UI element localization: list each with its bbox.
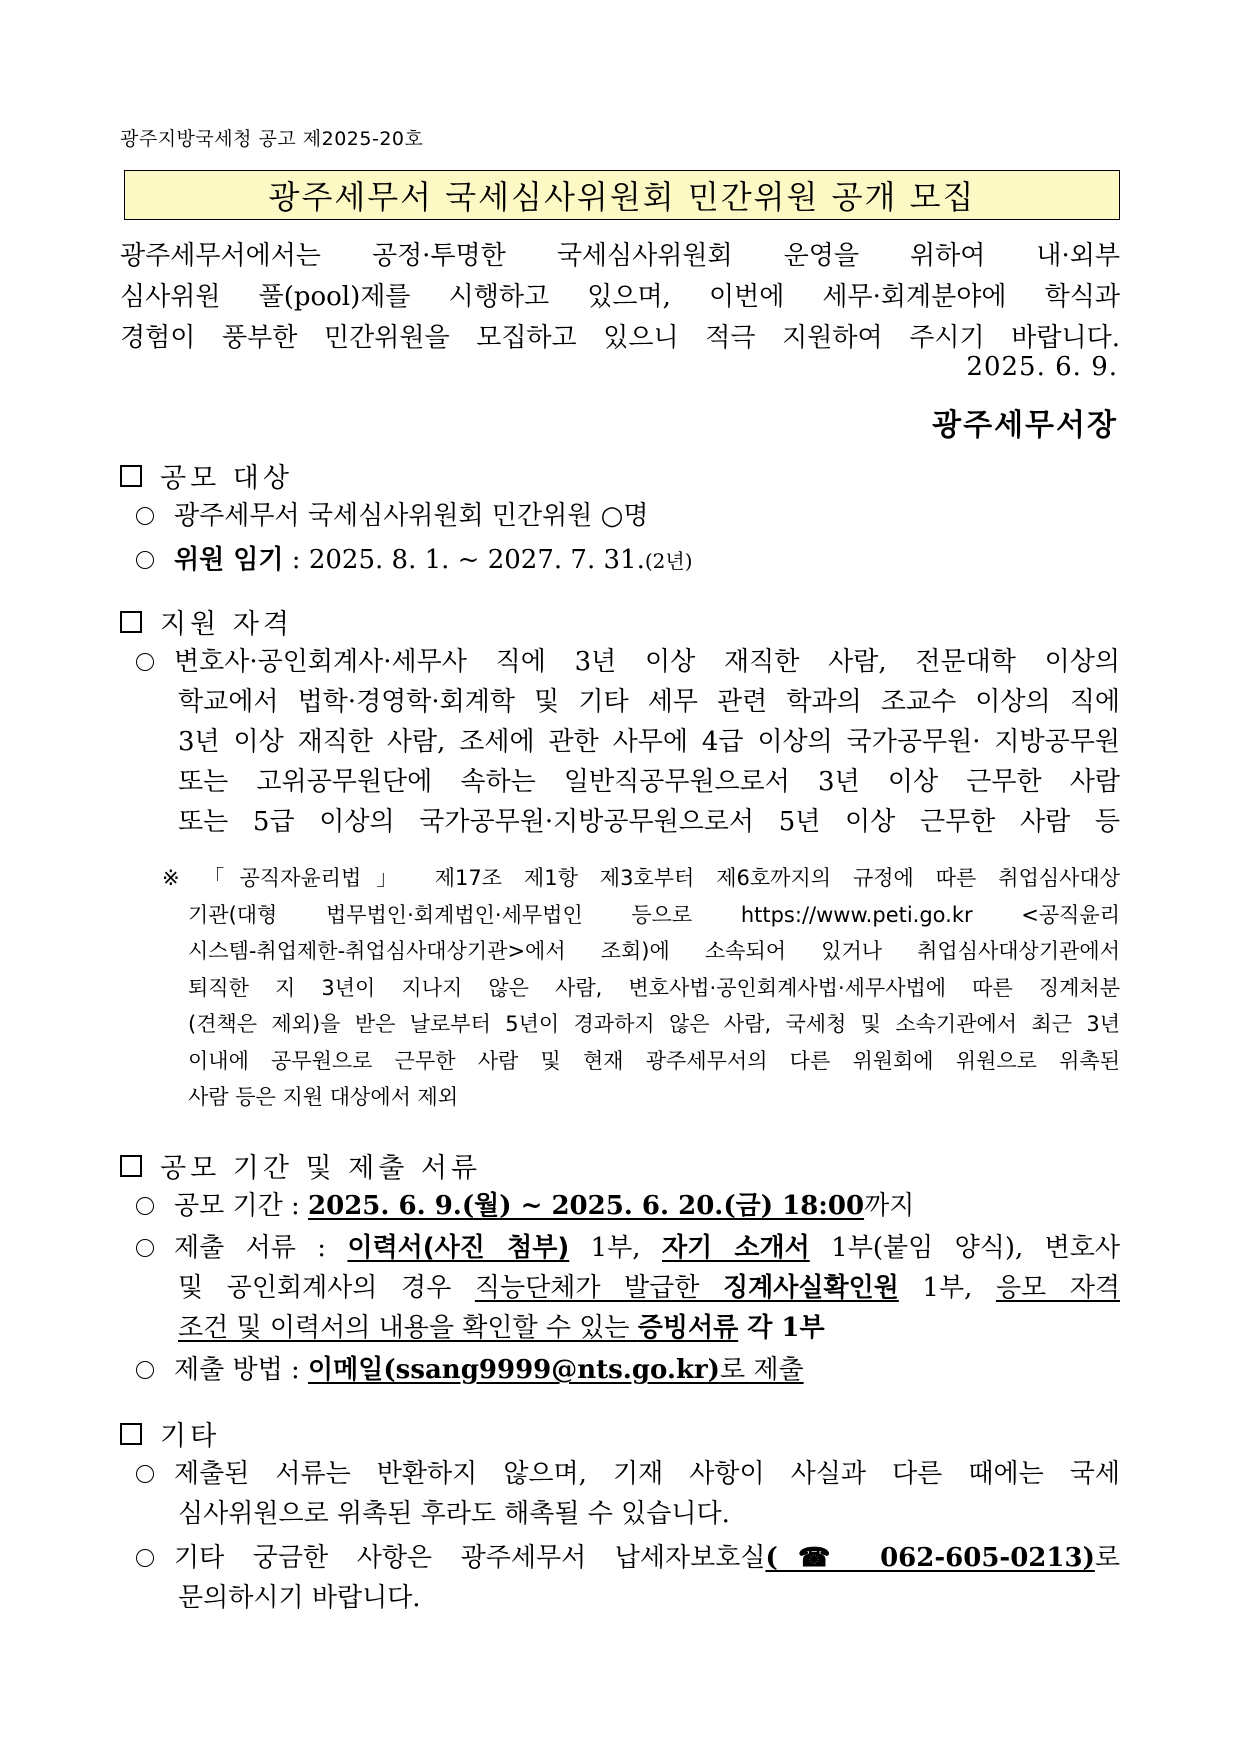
etc-item-contact: 기타 궁금한 사항은 광주세무서 납세자보호실(☎ 062-605-0213)로 문의하시기 바랍니다. xyxy=(136,1538,1120,1618)
etc-item-return: 제출된 서류는 반환하지 않으며, 기재 사항이 사실과 다른 때에는 국세 심사위원으로 위촉된 후라도 해촉될 수 있습니다. xyxy=(136,1454,1120,1534)
bullet-circle-icon xyxy=(136,551,154,569)
page-title-text: 광주세무서 국세심사위원회 민간위원 공개 모집 xyxy=(268,178,976,216)
bullet-circle-icon xyxy=(136,1197,154,1215)
intro-line: 광주세무서에서는 공정·투명한 국세심사위원회 운영을 위하여 내·외부 xyxy=(120,241,1120,271)
checkbox-square-icon xyxy=(120,611,142,633)
notice-number: 광주지방국세청 공고 제2025-20호 xyxy=(120,128,424,150)
period-item: 공모 기간 : 2025. 6. 9.(월) ~ 2025. 6. 20.(금) 18:00까지 xyxy=(136,1186,1120,1226)
signer: 광주세무서장 xyxy=(932,408,1118,443)
section-etc-heading: 기타 xyxy=(120,1414,220,1453)
documents-item: 제출 서류 : 이력서(사진 첨부) 1부, 자기 소개서 1부(붙임 양식), 변호사 및 공인회계사의 경우 직능단체가 발급한 징계사실확인원 1부, 응모 자격 조건 및 이력서의 내용을 확인할 수 있는 증빙서류 각 1부 xyxy=(136,1228,1120,1348)
checkbox-square-icon xyxy=(120,465,142,487)
intro-line: 심사위원 풀(pool)제를 시행하고 있으며, 이번에 세무·회계분야에 학식과 xyxy=(120,282,1120,312)
email-link[interactable]: 이메일(ssang9999@nts.go.kr) xyxy=(308,1355,720,1385)
section-target-heading: 공모 대상 xyxy=(120,456,293,495)
bullet-circle-icon xyxy=(136,507,154,525)
bullet-circle-icon xyxy=(136,653,154,671)
bullet-circle-icon xyxy=(136,1465,154,1483)
phone-number: (☎ 062-605-0213) xyxy=(765,1543,1095,1573)
intro-paragraph xyxy=(120,236,1120,359)
bullet-circle-icon xyxy=(136,1239,154,1257)
qualification-item: 변호사·공인회계사·세무사 직에 3년 이상 재직한 사람, 전문대학 이상의 학교에서 법학·경영학·회계학 및 기타 세무 관련 학과의 조교수 이상의 직에 3년 이상 재직한 사람, 조세에 관한 사무에 4급 이상의 국가공무원· 지방공무원 또는 고위공무원단에 속하는 일반직공무원으로서 3년 이상 근무한 사람 또는 5급 이상의 국가공무원·지방공무원으로서 5년 이상 근무한 사람 등 xyxy=(136,642,1120,842)
page-title xyxy=(124,170,1120,220)
checkbox-square-icon xyxy=(120,1155,142,1177)
notice-date: 2025. 6. 9. xyxy=(966,352,1118,382)
intro-line: 경험이 풍부한 민간위원을 모집하고 있으니 적극 지원하여 주시기 바랍니다. xyxy=(120,323,1120,353)
reference-mark: ※ xyxy=(162,866,180,890)
section-period-heading: 공모 기간 및 제출 서류 xyxy=(120,1146,481,1185)
checkbox-square-icon xyxy=(120,1423,142,1445)
target-item: 광주세무서 국세심사위원회 민간위원 ○명 xyxy=(136,496,1120,536)
method-item: 제출 방법 : 이메일(ssang9999@nts.go.kr)로 제출 xyxy=(136,1350,1120,1390)
bullet-circle-icon xyxy=(136,1549,154,1567)
exclusion-note: ※ 「공직자윤리법」 제17조 제1항 제3호부터 제6호까지의 규정에 따른 취업심사대상 기관(대형 법무법인·회계법인·세무법인 등으로 https://www.peti.go.kr <공직윤리 시스템-취업제한-취업심사대상기관>에서 조회)에 소속되어 있거나 취업심사대상기관에서 퇴직한 지 3년이 지나지 않은 사람, 변호사법·공인회계사법·세무사법에 따른 징계처분 (견책은 제외)을 받은 날로부터 5년이 경과하지 않은 사람, 국세청 및 소속기관에서 최근 3년 이내에 공무원으로 근무한 사람 및 현재 광주세무서의 다른 위원회에 위원으로 위촉된 사람 등은 지원 대상에서 제외 xyxy=(162,860,1120,1116)
term-item: 위원 임기 : 2025. 8. 1. ~ 2027. 7. 31.(2년) xyxy=(136,540,1120,581)
bullet-circle-icon xyxy=(136,1361,154,1379)
section-qualification-heading: 지원 자격 xyxy=(120,602,293,641)
